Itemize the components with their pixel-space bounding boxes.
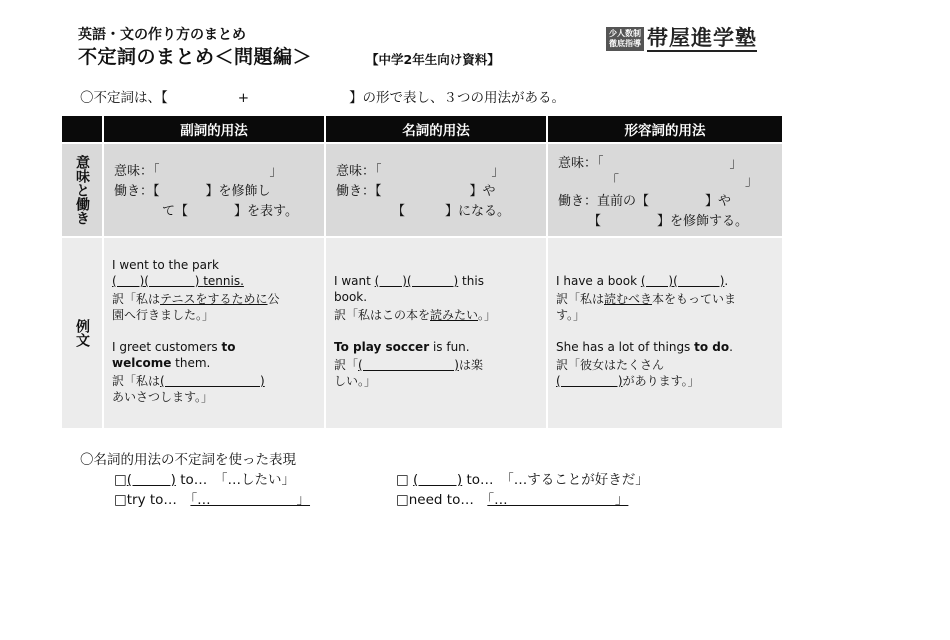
noun-ex-l3 [334, 306, 496, 323]
checkbox-icon: □ [114, 472, 127, 488]
header-adverbial: 副詞的用法 [104, 116, 324, 142]
noun-m3e: 】になる。 [445, 204, 511, 219]
adverb-ex-l1: I went to the park [112, 258, 219, 272]
adverb-m3: て【 [162, 204, 189, 219]
adverb-function-line2 [162, 200, 298, 219]
adj-m1: 意味：「 [558, 156, 604, 171]
noun-m2e: 】や [469, 184, 496, 199]
adverb-ex-l7a: 訳「私は [112, 374, 161, 388]
noun-ex-l6: しい。」 [334, 374, 377, 388]
noun-ex-l5a: 訳「 [334, 358, 359, 372]
adverb-example-cell [104, 238, 324, 428]
adj-ex-l4b: to do [694, 340, 730, 354]
adverb-ex-l2 [112, 274, 244, 288]
noun-meaning-line [336, 160, 505, 179]
expression-2-text: to… 「…することが好きだ」 [462, 472, 649, 488]
adverb-m2e: 】を修飾し [205, 184, 271, 199]
adverb-ex-l4: 園へ行きました。」 [112, 308, 215, 322]
noun-example-cell [326, 238, 546, 428]
noun-ex-l4 [334, 340, 470, 354]
logo-badge-line1: 少人数制 [609, 29, 641, 38]
row-label-meaning: 意味と働き [62, 144, 102, 236]
adverb-ex-l8: あいさつします。」 [112, 390, 214, 404]
answer-blank[interactable]: ( ) [358, 358, 459, 372]
intro-b: 】の形で表し、３つの用法がある。 [349, 90, 566, 106]
logo-name: 帯屋進学塾 [647, 26, 757, 50]
header-corner [62, 116, 102, 142]
adj-ex-l2 [556, 290, 736, 307]
answer-blank[interactable]: 「… 」 [487, 492, 629, 508]
answer-blank[interactable]: ( )( ) [640, 274, 725, 288]
expressions-heading: 〇名詞的用法の不定詞を使った表現 [80, 452, 296, 468]
adverb-function-line [114, 180, 271, 199]
answer-blank[interactable]: ( ) [160, 374, 265, 388]
noun-ex-l4a: To play soccer [334, 340, 430, 354]
adverb-ex-l5a: I greet customers [112, 340, 222, 354]
adverb-ex-l3c: 公 [267, 292, 280, 306]
noun-m3: 【 [392, 204, 406, 219]
row-label-examples: 例文 [62, 238, 102, 428]
expression-1 [114, 468, 295, 488]
adj-ex-l5: 訳「彼女はたくさん [556, 358, 665, 372]
noun-function-line2 [392, 200, 510, 219]
expression-3 [114, 488, 310, 508]
adverb-ex-l3a: 訳「私は [112, 292, 161, 306]
adj-m3e: 】を修飾する。 [657, 214, 749, 229]
adj-meaning-cell [548, 144, 782, 236]
adverb-ex-l6a: welcome [112, 356, 172, 370]
noun-ex-l5c: は楽 [458, 358, 483, 372]
logo-badge [606, 27, 644, 51]
adj-m3: 【 [588, 214, 602, 229]
noun-ex-l3a: 訳「私はこの本を [334, 308, 431, 322]
adj-meaning-line [558, 152, 743, 171]
adj-ex-l4 [556, 340, 733, 354]
adj-m2: 働き：直前の【 [558, 194, 650, 209]
adj-ex-l6b: があります。」 [622, 374, 700, 388]
adj-ex-l4a: She has a lot of things [556, 340, 695, 354]
noun-function-line [336, 180, 496, 199]
adverb-meaning-line [114, 160, 283, 179]
noun-meaning-cell [326, 144, 546, 236]
adverb-ex-l7 [112, 372, 265, 389]
noun-m2: 働き：【 [336, 184, 382, 199]
intro-line [80, 86, 565, 106]
noun-ex-l1 [334, 274, 484, 288]
subtitle: 英語・文の作り方のまとめ [78, 27, 246, 43]
adj-function-line2 [588, 210, 748, 229]
noun-ex-l1a: I want [334, 274, 375, 288]
header-nominal: 名詞的用法 [326, 116, 546, 142]
adj-ex-l1c: . [724, 274, 729, 288]
adj-ex-l2a: 訳「私は [556, 292, 605, 306]
adj-ex-l3: す。」 [556, 308, 586, 322]
expression-1-text: to… 「…したい」 [175, 472, 296, 488]
intro-a: 〇不定詞は、【 [80, 90, 168, 106]
adj-ex-l4c: . [729, 340, 733, 354]
noun-ex-l1c: this [458, 274, 484, 288]
adj-m1be: 」 [745, 174, 759, 189]
adverb-m2: 働き：【 [114, 184, 160, 199]
adj-function-line [558, 190, 731, 209]
school-logo [606, 26, 757, 52]
adverb-ex-l6 [112, 356, 210, 370]
adj-m2e: 】や [705, 194, 732, 209]
answer-blank[interactable]: ( ) [556, 374, 623, 388]
answer-blank[interactable]: ( ) [413, 472, 463, 488]
grade-tag: 【中学2年生向け資料】 [366, 52, 500, 67]
header-adjectival: 形容詞的用法 [548, 116, 782, 142]
adj-ex-l1a: I have a book [556, 274, 641, 288]
noun-ex-l3b: 読みたい [430, 308, 479, 322]
expression-2 [396, 468, 649, 488]
checkbox-icon: □ [396, 472, 414, 488]
answer-blank[interactable]: 「… 」 [190, 492, 311, 508]
adj-example-cell [548, 238, 782, 428]
adj-ex-l6 [556, 372, 700, 389]
noun-ex-l5 [334, 356, 483, 373]
adj-ex-l1 [556, 274, 728, 288]
intro-plus: + [237, 90, 250, 106]
adverb-ex-l2b: tennis. [203, 274, 244, 288]
adj-meaning-line2 [606, 170, 758, 189]
answer-blank[interactable]: ( ) [126, 472, 176, 488]
adj-ex-l2b: 読むべき [604, 292, 653, 306]
page-title: 不定詞のまとめ＜問題編＞ [78, 46, 313, 68]
adverb-ex-l5 [112, 340, 235, 354]
adverb-m1e: 」 [269, 164, 283, 179]
adverb-ex-l6b: them. [171, 356, 211, 370]
adverb-meaning-cell [104, 144, 324, 236]
adverb-ex-l3 [112, 290, 280, 307]
adj-ex-l2c: 本をもっていま [652, 292, 737, 306]
adverb-ex-l5b: to [221, 340, 236, 354]
expression-4-text: □need to… [396, 492, 488, 508]
noun-ex-l2: book. [334, 290, 368, 304]
logo-badge-line2: 徹底指導 [609, 39, 641, 48]
adj-m1e: 」 [729, 156, 743, 171]
answer-blank[interactable]: ( )( ) [112, 274, 204, 288]
noun-ex-l4b: is fun. [429, 340, 470, 354]
noun-m1: 意味：「 [336, 164, 382, 179]
expression-3-text: □try to… [114, 492, 191, 508]
noun-m1e: 」 [491, 164, 505, 179]
expression-4 [396, 488, 628, 508]
adj-m1b: 「 [606, 174, 620, 189]
noun-ex-l3c: 。」 [478, 308, 497, 322]
adverb-ex-l3b: テニスをするために [160, 292, 268, 306]
adverb-m3e: 】を表す。 [234, 204, 298, 219]
answer-blank[interactable]: ( )( ) [374, 274, 459, 288]
adverb-m1: 意味：「 [114, 164, 160, 179]
